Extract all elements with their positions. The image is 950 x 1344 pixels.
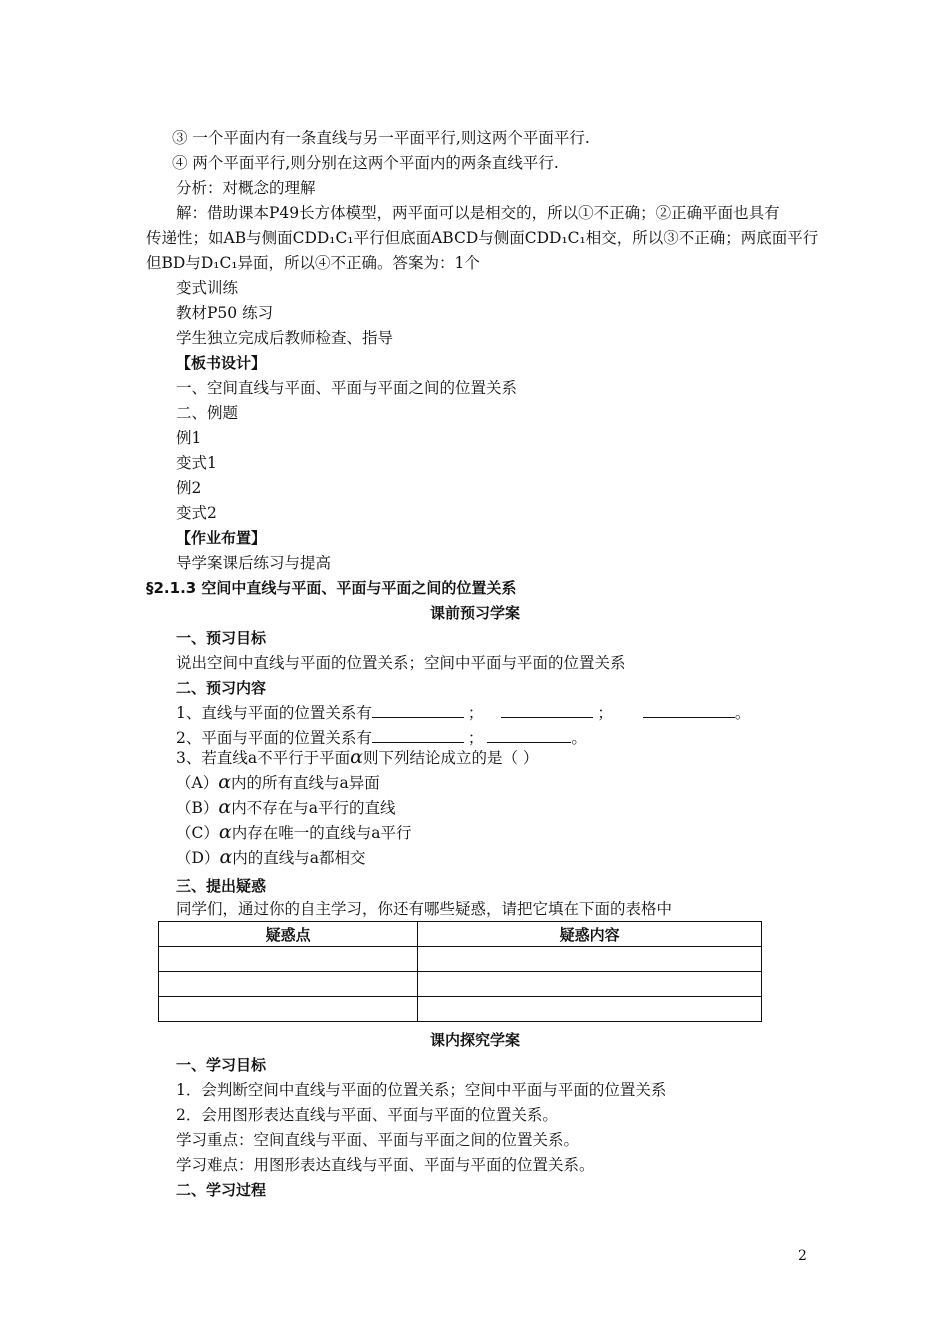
question-2	[176, 728, 587, 748]
table-cell[interactable]	[159, 947, 418, 972]
study-goal-1: 1．会判断空间中直线与平面的位置关系；空间中平面与平面的位置关系	[176, 1081, 667, 1099]
study-goal-heading: 一、学习目标	[176, 1056, 267, 1074]
question-1-separator: ；	[597, 704, 613, 722]
question-3-part-a: 3、若直线a不平行于平面	[176, 749, 351, 767]
alpha-symbol: α	[219, 846, 233, 868]
doubt-heading: 三、提出疑惑	[176, 877, 267, 895]
option-b-label: （B）	[176, 799, 219, 817]
table-cell[interactable]	[159, 997, 418, 1022]
board-variant-2: 变式2	[176, 504, 217, 522]
option-a	[176, 772, 380, 793]
option-b	[176, 797, 395, 818]
option-a-text: 内的所有直线与a异面	[231, 774, 380, 792]
board-item-2: 二、例题	[176, 404, 239, 422]
variant-training: 变式训练	[176, 279, 239, 297]
answer-blank[interactable]	[643, 703, 735, 718]
section-title: §2.1.3 空间中直线与平面、平面与平面之间的位置关系	[146, 579, 517, 597]
option-c-label: （C）	[176, 824, 219, 842]
option-d	[176, 847, 366, 868]
question-3-part-b: 则下列结论成立的是（ ）	[362, 749, 539, 767]
option-c-text: 内存在唯一的直线与a平行	[231, 824, 412, 842]
answer-blank[interactable]	[372, 703, 464, 718]
answer-blank[interactable]	[501, 703, 593, 718]
option-a-label: （A）	[176, 774, 219, 792]
table-cell[interactable]	[159, 972, 418, 997]
option-d-text: 内的直线与a都相交	[232, 849, 366, 867]
alpha-symbol: α	[218, 796, 232, 818]
board-variant-1: 变式1	[176, 454, 217, 472]
process-heading: 二、学习过程	[176, 1181, 267, 1199]
preview-goal-heading: 一、预习目标	[176, 629, 267, 647]
table-cell[interactable]	[418, 997, 762, 1022]
question-1	[176, 703, 750, 723]
item-3: ③ 一个平面内有一条直线与另一平面平行,则这两个平面平行.	[172, 129, 590, 147]
question-2-prefix: 2、平面与平面的位置关系有	[176, 729, 372, 747]
board-item-1: 一、空间直线与平面、平面与平面之间的位置关系	[176, 379, 518, 397]
table-cell[interactable]	[418, 972, 762, 997]
homework-text: 导学案课后练习与提高	[176, 554, 332, 572]
inclass-heading: 课内探究学案	[429, 1031, 520, 1049]
solution-line-1: 解：借助课本P49长方体模型，两平面可以是相交的，所以①不正确；②正确平面也具有	[176, 204, 780, 222]
table-row	[159, 947, 762, 972]
item-4: ④ 两个平面平行,则分别在这两个平面内的两条直线平行.	[172, 154, 559, 172]
key-point: 学习重点：空间直线与平面、平面与平面之间的位置关系。	[176, 1131, 580, 1149]
preview-content-heading: 二、预习内容	[176, 679, 267, 697]
board-design-heading: 【板书设计】	[176, 354, 267, 372]
analysis-text: 分析：对概念的理解	[176, 179, 316, 197]
table-row	[159, 997, 762, 1022]
student-work: 学生独立完成后教师检查、指导	[176, 329, 394, 347]
study-goal-2: 2．会用图形表达直线与平面、平面与平面的位置关系。	[176, 1106, 558, 1124]
solution-line-3: 但BD与D₁C₁异面，所以④不正确。答案为：1个	[146, 254, 480, 272]
doubt-table	[158, 921, 762, 1022]
question-3	[176, 747, 538, 768]
table-header-row	[159, 922, 762, 947]
question-2-end: 。	[571, 729, 587, 747]
alpha-symbol: α	[218, 821, 232, 843]
answer-blank[interactable]	[372, 728, 464, 743]
table-header-doubt-content: 疑惑内容	[418, 922, 762, 947]
doubt-text: 同学们，通过你的自主学习，你还有哪些疑惑，请把它填在下面的表格中	[176, 900, 673, 918]
table-cell[interactable]	[418, 947, 762, 972]
alpha-symbol: α	[350, 746, 363, 768]
option-c	[176, 822, 411, 843]
alpha-symbol: α	[218, 771, 232, 793]
board-example-2: 例2	[176, 479, 202, 497]
page-number: 2	[798, 1248, 807, 1264]
solution-line-2: 传递性；如AB与侧面CDD₁C₁平行但底面ABCD与侧面CDD₁C₁相交，所以③不正确；两底面平行	[146, 229, 819, 247]
question-1-prefix: 1、直线与平面的位置关系有	[176, 704, 372, 722]
difficulty: 学习难点：用图形表达直线与平面、平面与平面的位置关系。	[176, 1156, 595, 1174]
preview-goal-text: 说出空间中直线与平面的位置关系；空间中平面与平面的位置关系	[176, 654, 626, 672]
table-header-doubt-point: 疑惑点	[159, 922, 418, 947]
question-2-separator: ；	[467, 729, 484, 747]
answer-blank[interactable]	[487, 728, 571, 743]
board-example-1: 例1	[176, 429, 202, 447]
textbook-exercise: 教材P50 练习	[176, 304, 274, 322]
option-d-label: （D）	[176, 849, 220, 867]
table-row	[159, 972, 762, 997]
option-b-text: 内不存在与a平行的直线	[231, 799, 396, 817]
preview-heading: 课前预习学案	[429, 604, 520, 622]
question-1-end: 。	[734, 704, 751, 722]
question-1-separator: ；	[467, 704, 484, 722]
homework-heading: 【作业布置】	[176, 529, 267, 547]
